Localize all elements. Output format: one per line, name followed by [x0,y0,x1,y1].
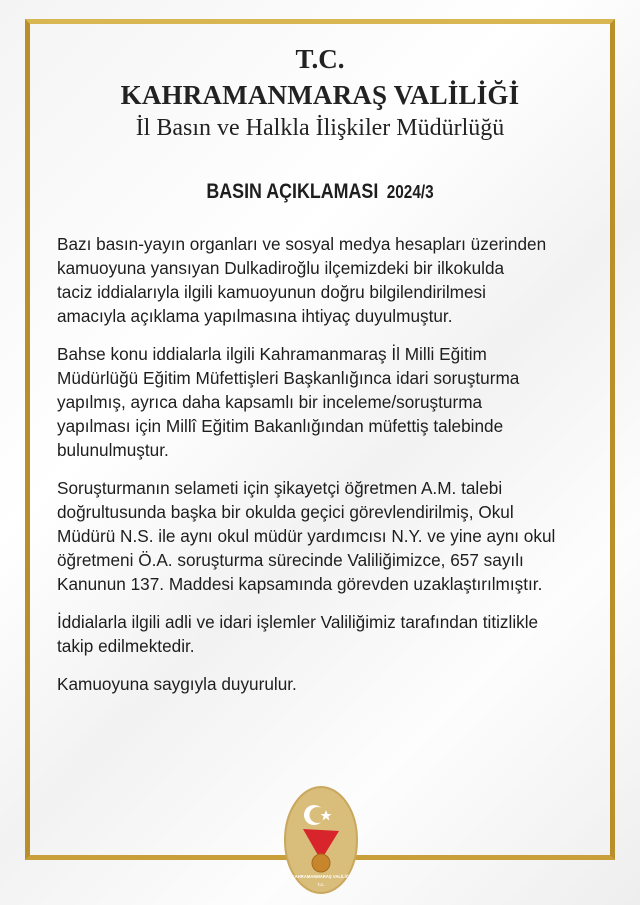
title-label: BASIN AÇIKLAMASI [206,180,379,203]
paragraph-line: yapılmış, ayrıca daha kapsamlı bir inceleme/soruşturma [57,392,483,412]
paragraph-line: öğretmeni Ö.A. soruşturma sürecinde Valiliğimizce, 657 sayılı [57,550,524,570]
paragraph-line: kamuoyuna yansıyan Dulkadiroğlu ilçemizdeki bir ilkokulda [57,258,505,278]
paragraph [57,476,597,596]
paragraph-line: takip edilmektedir. [57,636,195,656]
paragraph-line: İddialarla ilgili adli ve idari işlemler Valiliğimiz tarafından titizlikle [57,612,539,632]
paragraph-line: Kanunun 137. Maddesi kapsamında görevden uzaklaştırılmıştır. [57,574,543,594]
medal-icon [312,854,330,872]
paragraph [57,672,597,696]
paragraph [57,610,597,658]
paragraph-line: yapılması için Millî Eğitim Bakanlığından müfettiş talebinde [57,416,504,436]
statement-body [57,232,597,710]
title-number: 2024/3 [386,182,434,202]
paragraph-line: amacıyla açıklama yapılmasına ihtiyaç duyulmuştur. [57,306,453,326]
svg-text:T.C.: T.C. [317,882,325,887]
paragraph-line: Soruşturmanın selameti için şikayetçi öğretmen A.M. talebi [57,478,503,498]
document-title [48,180,592,204]
header-governorship: KAHRAMANMARAŞ VALİLİĞİ [120,80,520,110]
paragraph [57,342,597,462]
paragraph-line: doğrultusunda başka bir okulda geçici görevlendirilmiş, Okul [57,502,514,522]
paragraph-line: Kamuoyuna saygıyla duyurulur. [57,674,297,694]
header-department: İl Basın ve Halkla İlişkiler Müdürlüğü [135,115,505,141]
paragraph-line: bulunulmuştur. [57,440,169,460]
svg-text:KAHRAMANMARAŞ VALİLİĞİ: KAHRAMANMARAŞ VALİLİĞİ [291,874,351,879]
paragraph-line: Bazı basın-yayın organları ve sosyal medya hesapları üzerinden [57,234,547,254]
paragraph-line: Müdürü N.S. ile aynı okul müdür yardımcısı N.Y. ve yine aynı okul [57,526,556,546]
paragraph-line: Bahse konu iddialarla ilgili Kahramanmaraş İl Milli Eğitim [57,344,487,364]
header-tc: T.C. [295,44,345,74]
paragraph-line: taciz iddialarıyla ilgili kamuoyunun doğru bilgilendirilmesi [57,282,486,302]
paragraph [57,232,597,328]
governorship-emblem-logo [283,785,359,895]
paragraph-line: Müdürlüğü Eğitim Müfettişleri Başkanlığınca idari soruşturma [57,368,520,388]
